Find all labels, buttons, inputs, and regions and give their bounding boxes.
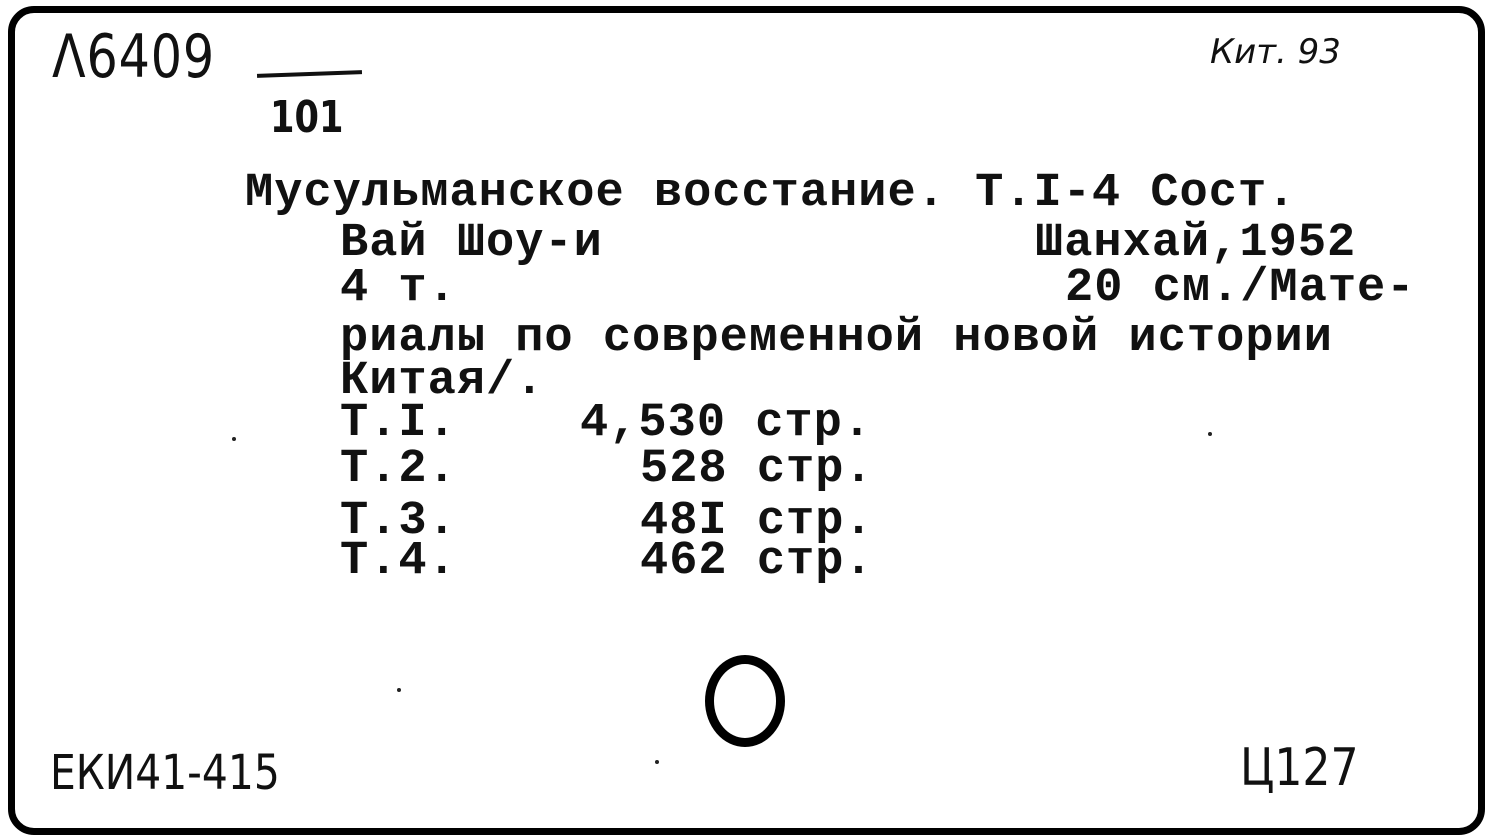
volume-label: Т.2. bbox=[340, 443, 457, 496]
shelfmark: Λ6409 bbox=[52, 22, 215, 92]
volume-label: Т.4. bbox=[340, 535, 457, 588]
entry-compiler: Вай Шоу-и bbox=[340, 217, 603, 270]
inventory-number-right: Ц127 bbox=[1240, 738, 1359, 798]
entry-series-line: Китая/. bbox=[340, 355, 545, 408]
volume-pages: 4,530 стр. bbox=[580, 397, 873, 450]
speck bbox=[1208, 432, 1212, 436]
volume-pages: 462 стр. bbox=[640, 535, 874, 588]
volume-label: Т.I. bbox=[340, 397, 457, 450]
speck bbox=[397, 688, 401, 692]
card-punch-hole bbox=[705, 655, 785, 747]
entry-series-line: риалы по современной новой истории bbox=[340, 312, 1333, 365]
inventory-number-left: ЕКИ41-415 bbox=[50, 745, 280, 801]
volume-label: Т.3. bbox=[340, 495, 457, 548]
entry-volumes-count: 4 т. bbox=[340, 262, 457, 315]
language-mark: Кит. 93 bbox=[1210, 32, 1341, 72]
entry-place-year: Шанхай,1952 bbox=[1035, 217, 1357, 270]
volume-pages: 48I стр. bbox=[640, 495, 874, 548]
entry-size-series: 20 см./Мате- bbox=[1065, 262, 1416, 315]
volume-pages: 528 стр. bbox=[640, 443, 874, 496]
entry-title-line: Мусульманское восстание. Т.I-4 Сост. bbox=[245, 167, 1297, 220]
speck bbox=[655, 760, 659, 764]
shelfmark-sub: 101 bbox=[270, 92, 344, 143]
speck bbox=[232, 437, 236, 441]
